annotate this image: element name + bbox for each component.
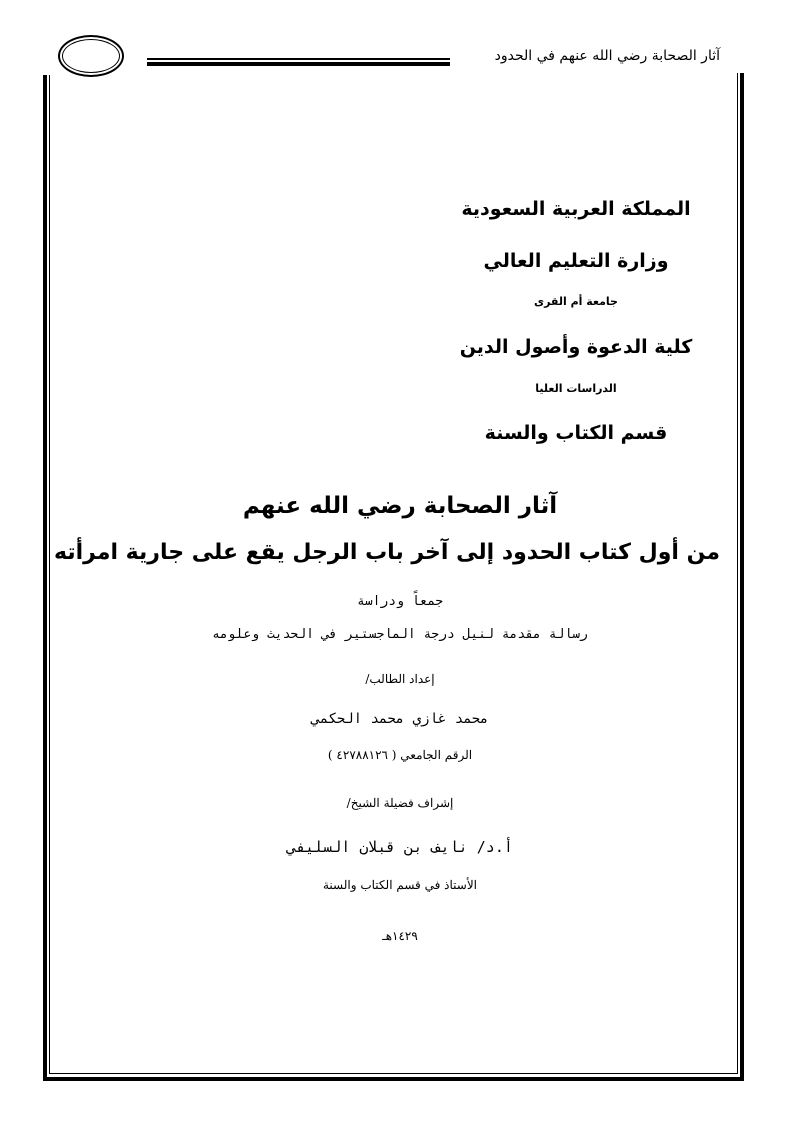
frame-left-inner-border (49, 75, 50, 1074)
frame-right-border (740, 73, 744, 1081)
thesis-purpose: رسالة مقدمة لنيل درجة الماجستير في الحديث وعلومه (212, 627, 588, 642)
supervisor-name: أ.د/ نايف بن قبلان السليفي (287, 838, 513, 856)
header-rule-thin (147, 58, 450, 60)
graduate-studies-label: الدراسات العليا (535, 382, 617, 395)
student-id: الرقم الجامعي ( ٤٢٧٨٨١٢٦ ) (327, 748, 473, 762)
running-head-title: آثار الصحابة رضي الله عنهم في الحدود (494, 48, 720, 64)
supervisor-label: إشراف فضيلة الشيخ/ (346, 796, 454, 810)
frame-bottom-border (43, 1077, 744, 1081)
frame-right-inner-border (737, 73, 738, 1074)
thesis-title-line1: آثار الصحابة رضي الله عنهم (242, 493, 558, 519)
frame-left-border (43, 75, 47, 1081)
thesis-subtitle: جمعاً ودراسة (356, 594, 444, 609)
department-name: قسم الكتاب والسنة (484, 422, 668, 444)
student-label: إعداد الطالب/ (365, 672, 435, 686)
university-name: جامعة أم القرى (534, 295, 618, 308)
header-rule-thick (147, 62, 450, 66)
country-name: المملكة العربية السعودية (461, 198, 691, 220)
ministry-name: وزارة التعليم العالي (483, 250, 669, 272)
frame-bottom-inner-border (49, 1073, 738, 1074)
thesis-title-line2: من أول كتاب الحدود إلى آخر باب الرجل يقع على جارية امرأته (54, 540, 720, 565)
student-name: محمد غازي محمد الحكمي (311, 711, 489, 727)
hijri-year: ١٤٢٩هـ (382, 929, 418, 943)
page-number-oval-inner (62, 39, 120, 73)
supervisor-position: الأستاذ في قسم الكتاب والسنة (322, 878, 477, 892)
college-name: كلية الدعوة وأصول الدين (459, 336, 693, 358)
